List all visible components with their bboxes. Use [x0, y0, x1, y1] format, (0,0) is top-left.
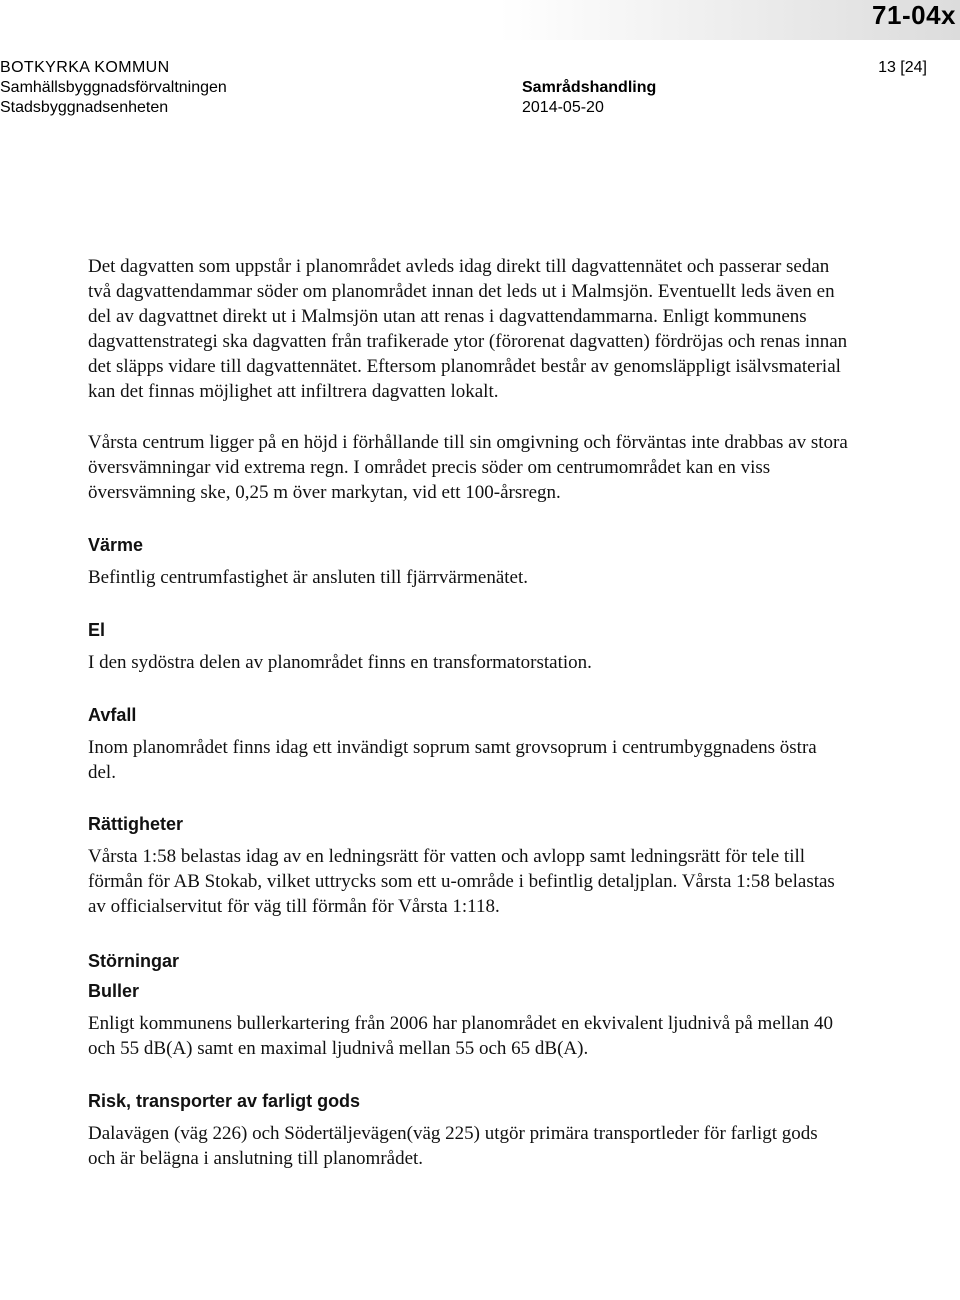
dagvatten-paragraph-1: Det dagvatten som uppstår i planområdet avleds idag direkt till dagvattennätet och passerar sedan två dagvattendammar söder om planområdet innan det leds ut i Malmsjön. Eventuellt leds även en del av dagvattnet direkt ut i Malmsjön utan att renas i dagvattendammarna. Enligt kommunens dagvattenstrategi ska dagvatten från trafikerade ytor (förorenat dagvatten) fördröjas och renas innan det släpps vidare till dagvattennätet. Eftersom planområdet består av genomsläppligt isälvsmaterial kan det finnas möjlighet att infiltrera dagvatten lokalt.	[88, 256, 848, 402]
varme-paragraph: Befintlig centrumfastighet är ansluten till fjärrvärmenätet.	[88, 567, 529, 588]
document-date: 2014-05-20	[522, 99, 604, 116]
organization-block	[0, 58, 227, 118]
unit-name: Stadsbyggnadsenheten	[0, 99, 169, 116]
document-code: 71-04x	[872, 0, 956, 30]
document-status-block	[522, 78, 656, 118]
section-heading-avfall: Avfall	[88, 705, 137, 725]
section-heading-rattigheter: Rättigheter	[88, 814, 184, 834]
subsection-heading-risk: Risk, transporter av farligt gods	[88, 1091, 361, 1111]
risk-paragraph: Dalavägen (väg 226) och Södertäljevägen(väg 225) utgör primära transportleder för farligt gods och är belägna i anslutning till planområdet.	[88, 1123, 818, 1169]
document-body	[88, 254, 848, 1171]
rattigheter-paragraph: Vårsta 1:58 belastas idag av en ledningsrätt för vatten och avlopp samt ledningsrätt för tele till förmån för AB Stokab, vilket uttrycks som ett u-område i befintlig detaljplan. Vårsta 1:58 belastas av officialservitut för väg till förmån för Vårsta 1:118.	[88, 846, 835, 917]
doc-code-band	[0, 0, 960, 40]
buller-paragraph: Enligt kommunens bullerkartering från 2006 har planområdet en ekvivalent ljudnivå på mellan 40 och 55 dB(A) samt en maximal ljudnivå mellan 55 och 65 dB(A).	[88, 1013, 834, 1059]
subsection-heading-buller: Buller	[88, 981, 140, 1001]
el-paragraph: I den sydöstra delen av planområdet finns en transformatorstation.	[88, 652, 592, 673]
document-type: Samrådshandling	[522, 79, 657, 96]
dagvatten-paragraph-2: Vårsta centrum ligger på en höjd i förhållande till sin omgivning och förväntas inte drabbas av stora översvämningar vid extrema regn. I området precis söder om centrumområdet kan en viss översvämning ske, 0,25 m över markytan, vid ett 100-årsregn.	[88, 432, 848, 503]
municipality-name: BOTKYRKA KOMMUN	[0, 59, 170, 76]
section-heading-varme: Värme	[88, 535, 144, 555]
section-heading-el: El	[88, 620, 106, 640]
avfall-paragraph: Inom planområdet finns idag ett invändigt soprum samt grovsoprum i centrumbyggnadens östra del.	[88, 737, 817, 783]
section-heading-storningar: Störningar	[88, 951, 180, 971]
administration-name: Samhällsbyggnadsförvaltningen	[0, 79, 227, 96]
page-number: 13 [24]	[878, 59, 927, 76]
